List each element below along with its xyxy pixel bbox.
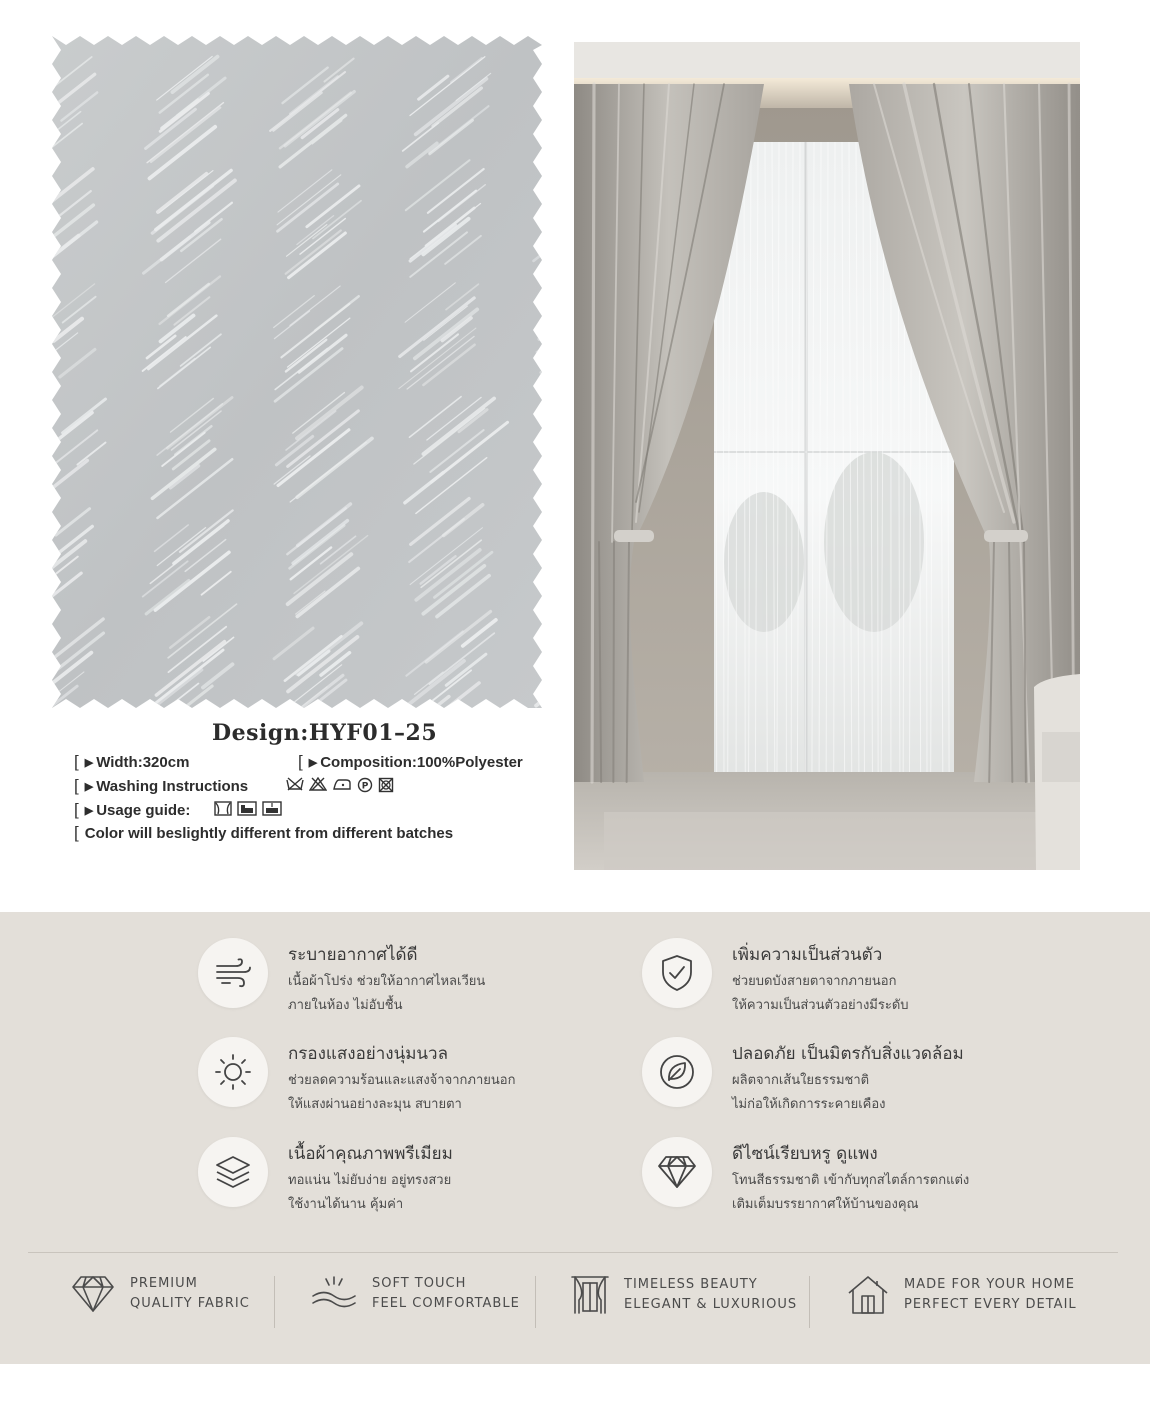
feature-title: เพิ่มความเป็นส่วนตัว — [732, 945, 883, 965]
badge-line2: FEEL COMFORTABLE — [372, 1296, 520, 1311]
svg-text:P: P — [361, 781, 369, 792]
soft-touch-icon — [310, 1274, 358, 1314]
badge-timeless — [570, 1274, 797, 1316]
feature-privacy — [642, 938, 909, 1018]
usage-icons — [214, 801, 282, 816]
spec-width-text: Width:320cm — [96, 753, 190, 771]
feature-desc-line2: ใช้งานได้นาน คุ้มค่า — [288, 1197, 404, 1212]
design-title: Design:HYF01–25 — [212, 720, 438, 746]
badge-made-for-home — [846, 1274, 1077, 1316]
feature-eco-safe — [642, 1037, 964, 1117]
features-panel — [0, 912, 1150, 1364]
living-room-icon — [262, 801, 282, 816]
feature-title: ดีไซน์เรียบหรู ดูแพง — [732, 1144, 878, 1164]
feature-desc-line1: ช่วยบดบังสายตาจากภายนอก — [732, 974, 897, 989]
badge-premium — [70, 1274, 250, 1314]
feature-desc-line1: โทนสีธรรมชาติ เข้ากับทุกสไตล์การตกแต่ง — [732, 1173, 970, 1188]
spec-color-note-text: Color will beslightly different from different batches — [84, 824, 454, 842]
dry-clean-p-icon — [357, 777, 373, 793]
feature-title: เนื้อผ้าคุณภาพพรีเมียม — [288, 1144, 453, 1164]
wind-icon — [198, 938, 268, 1008]
no-bleach-icon — [309, 777, 327, 791]
badge-line2: PERFECT EVERY DETAIL — [904, 1297, 1077, 1312]
badge-line1: MADE FOR YOUR HOME — [904, 1277, 1075, 1292]
no-wash-icon — [286, 777, 304, 791]
feature-breathable — [198, 938, 485, 1018]
no-tumble-dry-icon — [378, 777, 394, 793]
feature-premium-fabric — [198, 1137, 453, 1217]
feature-desc-line2: ให้แสงผ่านอย่างละมุน สบายตา — [288, 1097, 462, 1112]
triangle-icon: ▶ — [84, 780, 94, 793]
diamond-icon — [70, 1274, 116, 1314]
spec-width: [ ▶ Width:320cm — [74, 752, 190, 771]
triangle-icon: ▶ — [84, 756, 94, 769]
fabric-swatch-image — [52, 36, 542, 708]
feature-desc-line2: เติมเต็มบรรยากาศให้บ้านของคุณ — [732, 1197, 919, 1212]
badge-separator — [809, 1276, 810, 1328]
sun-icon — [198, 1037, 268, 1107]
bedroom-icon — [237, 801, 257, 816]
badge-separator — [535, 1276, 536, 1328]
badge-separator — [274, 1276, 275, 1328]
feature-title: ระบายอากาศได้ดี — [288, 945, 418, 965]
feature-desc-line2: ให้ความเป็นส่วนตัวอย่างมีระดับ — [732, 998, 909, 1013]
triangle-icon: ▶ — [84, 804, 94, 817]
spec-washing: [ ▶ Washing Instructions — [74, 776, 249, 795]
spec-composition: [ ▶ Composition:100%Polyester — [298, 752, 523, 771]
spec-washing-text: Washing Instructions — [96, 777, 249, 795]
house-icon — [846, 1274, 890, 1316]
feature-desc-line2: ภายในห้อง ไม่อับชื้น — [288, 998, 403, 1013]
leaf-icon — [642, 1037, 712, 1107]
feature-light-filter — [198, 1037, 515, 1117]
window-curtain-icon — [214, 801, 232, 816]
spec-composition-text: Composition:100%Polyester — [320, 753, 523, 771]
feature-desc-line1: ผลิตจากเส้นใยธรรมชาติ — [732, 1073, 870, 1088]
feature-title: กรองแสงอย่างนุ่มนวล — [288, 1044, 448, 1064]
feature-desc-line1: ทอแน่น ไม่ยับง่าย อยู่ทรงสวย — [288, 1173, 452, 1188]
layers-icon — [198, 1137, 268, 1207]
divider — [28, 1252, 1118, 1253]
feature-desc-line2: ไม่ก่อให้เกิดการระคายเคือง — [732, 1097, 886, 1112]
curtain-icon — [570, 1274, 610, 1316]
triangle-icon: ▶ — [308, 756, 318, 769]
badge-line1: PREMIUM — [130, 1276, 198, 1291]
feature-desc-line1: เนื้อผ้าโปร่ง ช่วยให้อากาศไหลเวียน — [288, 974, 486, 989]
feature-desc-line1: ช่วยลดความร้อนและแสงจ้าจากภายนอก — [288, 1073, 516, 1088]
badge-soft-touch — [310, 1274, 520, 1314]
spec-color-note: [ Color will beslightly different from different batches — [74, 823, 454, 842]
badge-line2: ELEGANT & LUXURIOUS — [624, 1297, 798, 1312]
washing-icons — [286, 777, 394, 793]
badge-line1: TIMELESS BEAUTY — [624, 1277, 758, 1292]
badge-line1: SOFT TOUCH — [372, 1276, 467, 1291]
feature-title: ปลอดภัย เป็นมิตรกับสิ่งแวดล้อม — [732, 1044, 964, 1064]
spec-usage: [ ▶ Usage guide: — [74, 800, 191, 819]
diamond-icon — [642, 1137, 712, 1207]
iron-low-icon — [332, 777, 352, 791]
feature-elegant-design — [642, 1137, 969, 1217]
curtain-room-photo — [574, 42, 1080, 870]
shield-check-icon — [642, 938, 712, 1008]
badge-line2: QUALITY FABRIC — [130, 1296, 250, 1311]
spec-usage-text: Usage guide: — [96, 801, 191, 819]
